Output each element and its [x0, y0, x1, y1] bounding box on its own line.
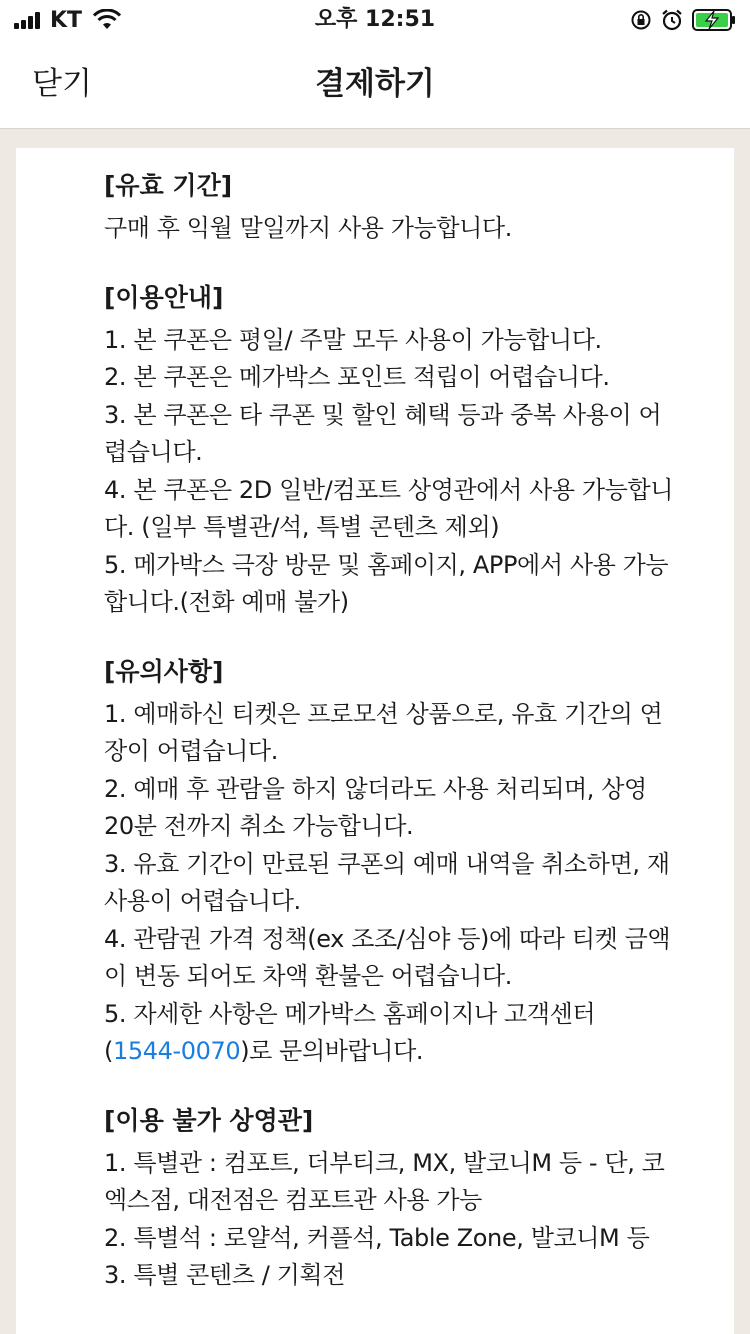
section-restricted [104, 1103, 714, 1295]
text-line: 2. 특별석 : 로얄석, 커플석, Table Zone, 발코니M 등 [104, 1223, 650, 1252]
orientation-lock-icon [630, 9, 652, 31]
text-line: 2. 본 쿠폰은 메가박스 포인트 적립이 어렵습니다. [104, 363, 610, 391]
contact-suffix: )로 문의바랍니다. [240, 1037, 424, 1065]
paren-open: ( [104, 1037, 113, 1065]
text-line: 20분 전까지 취소 가능합니다. [104, 812, 414, 840]
status-time: 오후 12:51 [314, 7, 436, 32]
text-line: 5. 자세한 사항은 메가박스 홈페이지나 고객센터 [104, 999, 596, 1028]
contact-line [104, 1033, 714, 1071]
section-title: [이용안내] [104, 282, 224, 312]
text-line: 구매 후 익월 말일까지 사용 가능합니다. [104, 214, 512, 242]
text-line: 4. 본 쿠폰은 2D 일반/컴포트 상영관에서 사용 가능합니 [104, 475, 674, 504]
section-title: [이용 불가 상영관] [104, 1105, 314, 1135]
text-line: 4. 관람권 가격 정책(ex 조조/심야 등)에 따라 티켓 금액 [104, 924, 671, 953]
text-line: 2. 예매 후 관람을 하지 않더라도 사용 처리되며, 상영 [104, 774, 647, 803]
nav-bar [0, 40, 750, 129]
text-line: 1. 본 쿠폰은 평일/ 주말 모두 사용이 가능합니다. [104, 325, 602, 354]
info-content [104, 168, 714, 1327]
close-button[interactable]: 닫기 [32, 66, 92, 102]
text-line: 3. 본 쿠폰은 타 쿠폰 및 할인 혜택 등과 중복 사용이 어 [104, 400, 662, 429]
section-title: [유의사항] [104, 656, 224, 686]
status-bar [0, 0, 750, 40]
text-line: 렵습니다. [104, 438, 203, 466]
section-usage [104, 280, 714, 622]
text-line: 1. 특별관 : 컴포트, 더부티크, MX, 발코니M 등 - 단, 코 [104, 1148, 665, 1177]
text-line: 다. (일부 특별관/석, 특별 콘텐츠 제외) [104, 513, 500, 541]
section-validity [104, 168, 714, 248]
text-line: 이 변동 되어도 차액 환불은 어렵습니다. [104, 962, 512, 990]
text-line: 장이 어렵습니다. [104, 737, 278, 765]
text-line: 엑스점, 대전점은 컴포트관 사용 가능 [104, 1186, 482, 1214]
text-line: 사용이 어렵습니다. [104, 887, 301, 915]
info-card [16, 148, 734, 1334]
text-line: 3. 유효 기간이 만료된 쿠폰의 예매 내역을 취소하면, 재 [104, 849, 670, 878]
text-line: 5. 메가박스 극장 방문 및 홈페이지, APP에서 사용 가능 [104, 550, 669, 579]
section-title: [유효 기간] [104, 171, 233, 200]
battery-charging-icon [692, 8, 738, 32]
text-line: 3. 특별 콘텐츠 / 기획전 [104, 1261, 345, 1289]
phone-link[interactable]: 1544-0070 [112, 1037, 241, 1065]
text-line: 합니다.(전화 예매 불가) [104, 588, 349, 616]
status-right [622, 6, 738, 34]
carrier-name: KT [50, 7, 83, 33]
alarm-icon [660, 8, 684, 32]
section-notes [104, 654, 714, 1071]
text-line: 1. 예매하신 티켓은 프로모션 상품으로, 유효 기간의 연 [104, 699, 663, 728]
page-title: 결제하기 [315, 66, 435, 102]
